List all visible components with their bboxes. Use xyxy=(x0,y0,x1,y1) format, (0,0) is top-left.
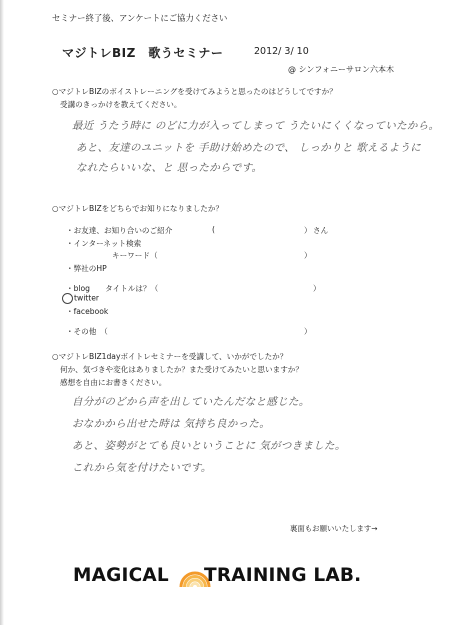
survey-request: セミナー終了後、アンケートにご協力ください xyxy=(52,13,228,23)
answer-3-line-2: おなかから出せた時は 気持ち良かった。 xyxy=(72,418,271,430)
answer-3-line-4: これから気を付けたいです。 xyxy=(72,462,212,474)
question-3-line-3: 感想を自由にお書きください。 xyxy=(60,378,167,387)
friend-san: さん xyxy=(313,226,329,235)
option-blog: ・blog タイトルは？（ xyxy=(66,284,159,293)
option-company-hp: ・弊社のHP xyxy=(66,264,107,273)
magical-training-lab-logo xyxy=(73,563,373,589)
seminar-date: 2012/ 3/ 10 xyxy=(254,46,309,57)
question-3-line-2: 何か、気づきや変化はありましたか？また受けてみたいと思いますか？ xyxy=(60,365,303,374)
option-other: ・その他 （ xyxy=(66,327,108,336)
back-side-note: 裏面もお願いいたします→ xyxy=(290,524,378,533)
answer-3-line-1: 自分がのどから声を出していたんだなと感じた。 xyxy=(72,396,310,408)
logo-magical-text: MAGICAL xyxy=(73,565,169,586)
question-1-line-1: ○マジトレBIZのボイストレーニングを受けてみようと思ったのはどうしてですか？ xyxy=(52,87,337,96)
friend-paren-close: ） xyxy=(304,226,312,235)
option-twitter-label: twitter xyxy=(74,293,100,303)
seminar-title: マジトレBIZ 歌うセミナー xyxy=(62,46,224,60)
seminar-venue: @ シンフォニーサロン六本木 xyxy=(288,65,394,74)
option-facebook: ・facebook xyxy=(66,307,109,316)
logo-training-lab-text: TRAINING LAB. xyxy=(204,565,362,586)
answer-3-line-3: あと、姿勢がとても良いということに 気がつきました。 xyxy=(72,440,346,452)
question-2-line-1: ○マジトレBIZをどちらでお知りになりましたか？ xyxy=(52,204,224,213)
selected-circle-mark xyxy=(62,293,73,304)
answer-1-line-3: なれたらいいな、と 思ったからです。 xyxy=(76,162,263,174)
keyword-label: キーワード（ xyxy=(112,251,158,260)
scan-edge-shadow xyxy=(0,0,4,625)
answer-1-line-2: あと、友達のユニットを 手助け始めたので、 しっかりと 歌えるように xyxy=(76,142,422,154)
question-3-line-1: ○マジトレBIZ1dayボイトレセミナーを受講して、いかがでしたか？ xyxy=(52,352,288,361)
friend-paren-open: ( xyxy=(212,225,215,234)
blog-paren-close: ） xyxy=(313,284,321,293)
keyword-paren-close: ） xyxy=(304,251,312,260)
answer-1-line-1: 最近 うたう時に のどに力が入ってしまって うたいにくくなっていたから。 xyxy=(72,120,440,132)
other-paren-close: ） xyxy=(304,327,312,336)
question-1-line-2: 受講のきっかけを教えてください。 xyxy=(60,100,182,109)
option-twitter xyxy=(62,293,99,304)
option-internet-search: ・インターネット検索 xyxy=(66,239,142,248)
option-friend: ・お友達、お知り合いのご紹介 xyxy=(66,226,173,235)
